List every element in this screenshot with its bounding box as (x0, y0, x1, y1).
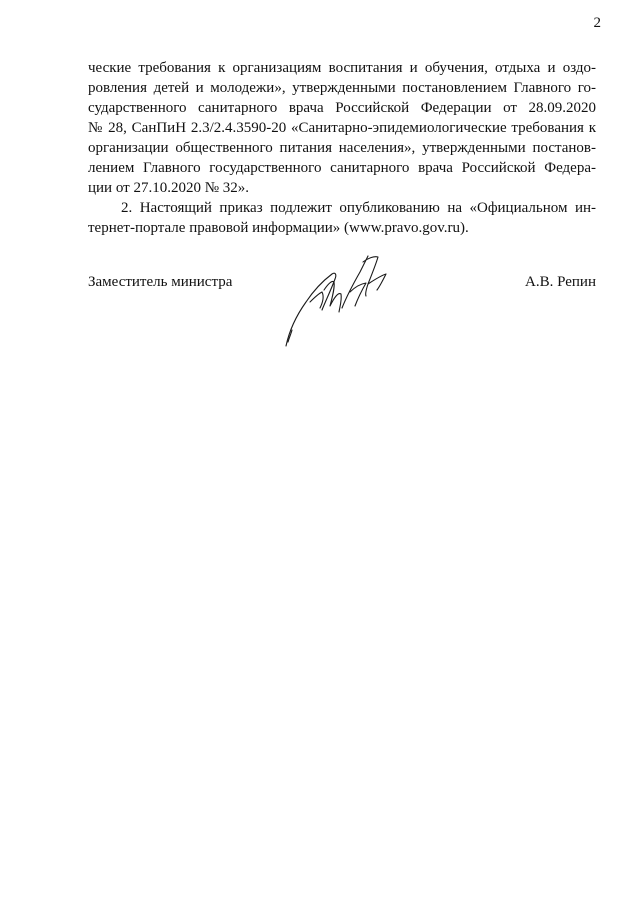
body-line: организации общественного питания населения», утвержденными постанов- (88, 140, 596, 156)
document-body (88, 58, 596, 238)
body-line: сударственного санитарного врача Российской Федерации от 28.09.2020 (88, 100, 596, 116)
body-line: лением Главного государственного санитарного врача Российской Федера- (88, 160, 596, 176)
paragraph-2-line: 2. Настоящий приказ подлежит опубликованию на «Официальном ин- (121, 200, 596, 216)
page-number: 2 (593, 15, 601, 31)
body-line: № 28, СанПиН 2.3/2.4.3590-20 «Санитарно-эпидемиологические требования к (88, 120, 596, 136)
signer-name: А.В. Репин (525, 274, 596, 290)
body-line: ровления детей и молодежи», утвержденными постановлением Главного го- (88, 80, 596, 96)
body-line: ческие требования к организациям воспитания и обучения, отдыха и оздо- (88, 60, 596, 76)
body-line: ции от 27.10.2020 № 32». (88, 180, 250, 196)
handwritten-signature-icon (280, 250, 405, 350)
paragraph-2-line: тернет-портале правовой информации» (www.pravo.gov.ru). (88, 220, 469, 236)
signer-position: Заместитель министра (88, 274, 233, 290)
